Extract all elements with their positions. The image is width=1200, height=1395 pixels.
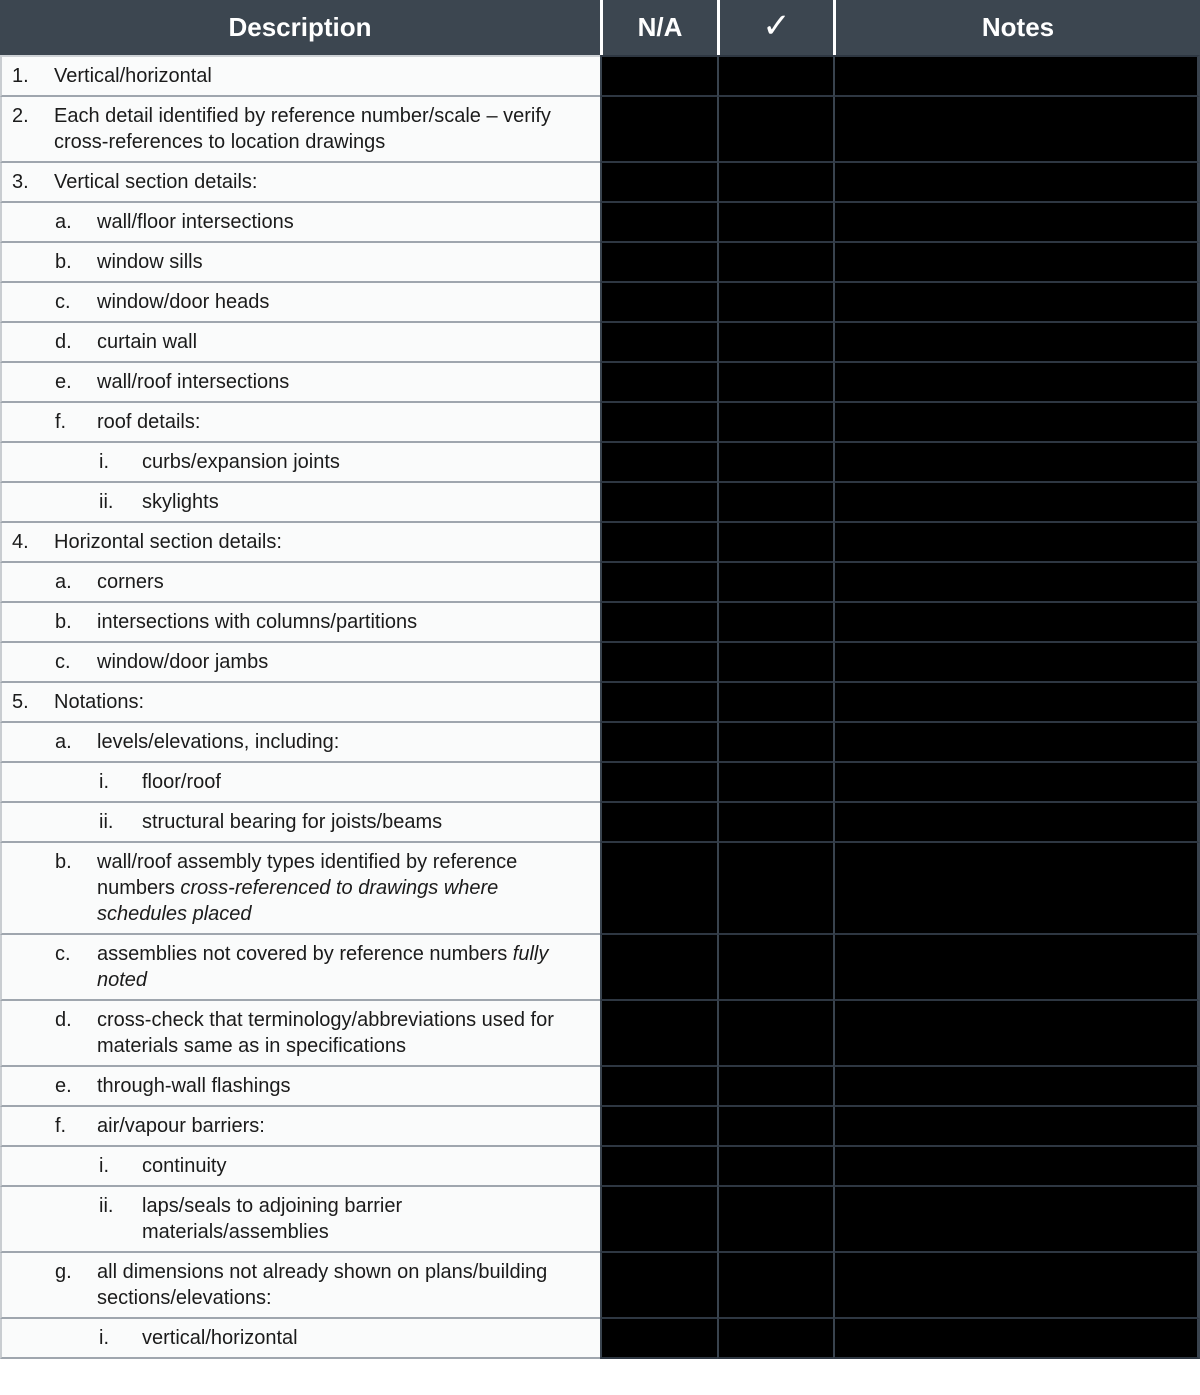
table-row bbox=[0, 803, 1200, 843]
description-cell bbox=[0, 163, 600, 203]
na-cell[interactable] bbox=[600, 523, 717, 563]
item-marker: f. bbox=[55, 411, 67, 433]
item-text: structural bearing for joists/beams bbox=[142, 811, 443, 833]
description-cell bbox=[0, 683, 600, 723]
item-text: Vertical/horizontal bbox=[54, 65, 212, 87]
check-cell[interactable] bbox=[717, 1319, 833, 1359]
description-cell bbox=[0, 203, 600, 243]
item-text: assemblies not covered by reference numbers fully noted bbox=[97, 943, 549, 991]
description-cell bbox=[0, 323, 600, 363]
notes-cell[interactable] bbox=[833, 603, 1200, 643]
na-cell[interactable] bbox=[600, 723, 717, 763]
check-cell[interactable] bbox=[717, 163, 833, 203]
table-row bbox=[0, 283, 1200, 323]
notes-cell[interactable] bbox=[833, 363, 1200, 403]
check-cell[interactable] bbox=[717, 243, 833, 283]
check-cell[interactable] bbox=[717, 1187, 833, 1253]
table-row bbox=[0, 683, 1200, 723]
item-text: continuity bbox=[142, 1155, 227, 1177]
item-marker: g. bbox=[55, 1261, 72, 1283]
item-marker: i. bbox=[99, 1155, 109, 1177]
na-cell[interactable] bbox=[600, 97, 717, 163]
description-cell bbox=[0, 363, 600, 403]
item-text: window/door jambs bbox=[97, 651, 269, 673]
na-cell[interactable] bbox=[600, 1319, 717, 1359]
check-cell[interactable] bbox=[717, 683, 833, 723]
notes-cell[interactable] bbox=[833, 763, 1200, 803]
description-cell bbox=[0, 843, 600, 935]
check-cell[interactable] bbox=[717, 843, 833, 935]
check-cell[interactable] bbox=[717, 523, 833, 563]
na-cell[interactable] bbox=[600, 1253, 717, 1319]
na-cell[interactable] bbox=[600, 563, 717, 603]
na-cell[interactable] bbox=[600, 1147, 717, 1187]
description-cell bbox=[0, 523, 600, 563]
table-row bbox=[0, 403, 1200, 443]
item-text: cross-check that terminology/abbreviations used for materials same as in specifications bbox=[97, 1009, 554, 1057]
description-cell bbox=[0, 1319, 600, 1359]
item-marker: d. bbox=[55, 331, 72, 353]
item-marker: a. bbox=[55, 571, 72, 593]
description-cell bbox=[0, 55, 600, 97]
item-marker: a. bbox=[55, 211, 72, 233]
na-cell[interactable] bbox=[600, 443, 717, 483]
check-cell[interactable] bbox=[717, 1001, 833, 1067]
item-marker: i. bbox=[99, 451, 109, 473]
item-marker: 5. bbox=[12, 691, 29, 713]
column-header-check checkmark-icon: ✓ bbox=[717, 0, 833, 55]
description-cell bbox=[0, 243, 600, 283]
description-cell bbox=[0, 763, 600, 803]
table-row bbox=[0, 443, 1200, 483]
table-row bbox=[0, 55, 1200, 97]
item-text: laps/seals to adjoining barrier materials/assemblies bbox=[142, 1195, 403, 1243]
table-row bbox=[0, 203, 1200, 243]
description-cell bbox=[0, 1067, 600, 1107]
item-text: wall/roof intersections bbox=[97, 371, 290, 393]
item-text: floor/roof bbox=[142, 771, 221, 793]
check-cell[interactable] bbox=[717, 363, 833, 403]
notes-cell[interactable] bbox=[833, 523, 1200, 563]
description-cell bbox=[0, 935, 600, 1001]
description-cell bbox=[0, 403, 600, 443]
notes-cell[interactable] bbox=[833, 723, 1200, 763]
description-cell bbox=[0, 803, 600, 843]
table-row bbox=[0, 1187, 1200, 1253]
na-cell[interactable] bbox=[600, 1001, 717, 1067]
item-marker: c. bbox=[55, 943, 71, 965]
table-row bbox=[0, 243, 1200, 283]
na-cell[interactable] bbox=[600, 603, 717, 643]
notes-cell[interactable] bbox=[833, 1107, 1200, 1147]
description-cell bbox=[0, 1001, 600, 1067]
table-row bbox=[0, 523, 1200, 563]
check-cell[interactable] bbox=[717, 603, 833, 643]
check-cell[interactable] bbox=[717, 1067, 833, 1107]
item-marker: d. bbox=[55, 1009, 72, 1031]
notes-cell[interactable] bbox=[833, 683, 1200, 723]
table-row bbox=[0, 363, 1200, 403]
description-cell bbox=[0, 97, 600, 163]
na-cell[interactable] bbox=[600, 1067, 717, 1107]
notes-cell[interactable] bbox=[833, 935, 1200, 1001]
item-text: all dimensions not already shown on plans/building sections/elevations: bbox=[97, 1261, 548, 1309]
item-text: air/vapour barriers: bbox=[97, 1115, 265, 1137]
na-cell[interactable] bbox=[600, 363, 717, 403]
notes-cell[interactable] bbox=[833, 563, 1200, 603]
table-row bbox=[0, 723, 1200, 763]
item-text: Horizontal section details: bbox=[54, 531, 282, 553]
notes-cell[interactable] bbox=[833, 1147, 1200, 1187]
na-cell[interactable] bbox=[600, 203, 717, 243]
notes-cell[interactable] bbox=[833, 1067, 1200, 1107]
na-cell[interactable] bbox=[600, 763, 717, 803]
check-cell[interactable] bbox=[717, 97, 833, 163]
notes-cell[interactable] bbox=[833, 1319, 1200, 1359]
check-cell[interactable] bbox=[717, 723, 833, 763]
check-cell[interactable] bbox=[717, 1253, 833, 1319]
table-header bbox=[0, 0, 1200, 55]
item-marker: 1. bbox=[12, 65, 29, 87]
na-cell[interactable] bbox=[600, 243, 717, 283]
notes-cell[interactable] bbox=[833, 1253, 1200, 1319]
na-cell[interactable] bbox=[600, 403, 717, 443]
notes-cell[interactable] bbox=[833, 243, 1200, 283]
na-cell[interactable] bbox=[600, 935, 717, 1001]
table-row bbox=[0, 163, 1200, 203]
notes-cell[interactable] bbox=[833, 843, 1200, 935]
item-marker: i. bbox=[99, 1327, 109, 1349]
item-marker: i. bbox=[99, 771, 109, 793]
item-text: curtain wall bbox=[97, 331, 198, 353]
item-text: window/door heads bbox=[97, 291, 270, 313]
description-cell bbox=[0, 1253, 600, 1319]
description-cell bbox=[0, 643, 600, 683]
item-marker: f. bbox=[55, 1115, 67, 1137]
table-row bbox=[0, 1147, 1200, 1187]
description-cell bbox=[0, 1107, 600, 1147]
table-row bbox=[0, 935, 1200, 1001]
check-cell[interactable] bbox=[717, 403, 833, 443]
description-cell bbox=[0, 563, 600, 603]
item-text: Each detail identified by reference number/scale – verify cross-references to location drawings bbox=[54, 105, 551, 153]
item-text: window sills bbox=[97, 251, 203, 273]
check-cell[interactable] bbox=[717, 1107, 833, 1147]
notes-cell[interactable] bbox=[833, 643, 1200, 683]
check-cell[interactable] bbox=[717, 643, 833, 683]
item-marker: 2. bbox=[12, 105, 29, 127]
item-marker: 4. bbox=[12, 531, 29, 553]
table-row bbox=[0, 563, 1200, 603]
item-text: intersections with columns/partitions bbox=[97, 611, 418, 633]
na-cell[interactable] bbox=[600, 803, 717, 843]
check-cell[interactable] bbox=[717, 323, 833, 363]
item-marker: a. bbox=[55, 731, 72, 753]
table-row bbox=[0, 323, 1200, 363]
item-text: Vertical section details: bbox=[54, 171, 258, 193]
table-row bbox=[0, 1253, 1200, 1319]
na-cell[interactable] bbox=[600, 483, 717, 523]
item-text: skylights bbox=[142, 491, 219, 513]
item-text: vertical/horizontal bbox=[142, 1327, 298, 1349]
item-marker: e. bbox=[55, 371, 72, 393]
item-marker: e. bbox=[55, 1075, 72, 1097]
description-cell bbox=[0, 1147, 600, 1187]
na-cell[interactable] bbox=[600, 1107, 717, 1147]
check-cell[interactable] bbox=[717, 763, 833, 803]
na-cell[interactable] bbox=[600, 163, 717, 203]
description-cell bbox=[0, 603, 600, 643]
item-marker: b. bbox=[55, 251, 72, 273]
notes-cell[interactable] bbox=[833, 803, 1200, 843]
table-row bbox=[0, 843, 1200, 935]
description-cell bbox=[0, 723, 600, 763]
table-row bbox=[0, 97, 1200, 163]
notes-cell[interactable] bbox=[833, 1001, 1200, 1067]
description-cell bbox=[0, 1187, 600, 1253]
description-cell bbox=[0, 283, 600, 323]
column-header-notes: Notes bbox=[833, 0, 1200, 55]
check-cell[interactable] bbox=[717, 483, 833, 523]
item-text: corners bbox=[97, 571, 164, 593]
item-marker: 3. bbox=[12, 171, 29, 193]
notes-cell[interactable] bbox=[833, 97, 1200, 163]
item-text: levels/elevations, including: bbox=[97, 731, 340, 753]
table-row bbox=[0, 603, 1200, 643]
notes-cell[interactable] bbox=[833, 323, 1200, 363]
check-cell[interactable] bbox=[717, 443, 833, 483]
check-cell[interactable] bbox=[717, 283, 833, 323]
notes-cell[interactable] bbox=[833, 283, 1200, 323]
check-cell[interactable] bbox=[717, 563, 833, 603]
item-marker: b. bbox=[55, 611, 72, 633]
table-row bbox=[0, 643, 1200, 683]
item-marker: b. bbox=[55, 851, 72, 873]
column-header-description: Description bbox=[0, 0, 600, 55]
item-marker: c. bbox=[55, 291, 71, 313]
table-row bbox=[0, 483, 1200, 523]
notes-cell[interactable] bbox=[833, 163, 1200, 203]
table-row bbox=[0, 763, 1200, 803]
item-text: Notations: bbox=[54, 691, 145, 713]
check-cell[interactable] bbox=[717, 803, 833, 843]
table-row bbox=[0, 1067, 1200, 1107]
item-text: roof details: bbox=[97, 411, 201, 433]
item-text: wall/floor intersections bbox=[97, 211, 294, 233]
notes-cell[interactable] bbox=[833, 55, 1200, 97]
notes-cell[interactable] bbox=[833, 403, 1200, 443]
na-cell[interactable] bbox=[600, 283, 717, 323]
na-cell[interactable] bbox=[600, 323, 717, 363]
check-cell[interactable] bbox=[717, 935, 833, 1001]
notes-cell[interactable] bbox=[833, 203, 1200, 243]
table-row bbox=[0, 1107, 1200, 1147]
description-cell bbox=[0, 443, 600, 483]
column-header-na: N/A bbox=[600, 0, 717, 55]
na-cell[interactable] bbox=[600, 643, 717, 683]
na-cell[interactable] bbox=[600, 843, 717, 935]
item-marker: ii. bbox=[99, 1195, 114, 1217]
na-cell[interactable] bbox=[600, 55, 717, 97]
na-cell[interactable] bbox=[600, 1187, 717, 1253]
item-text: wall/roof assembly types identified by reference numbers cross-referenced to drawings where schedules placed bbox=[97, 851, 518, 925]
check-cell[interactable] bbox=[717, 55, 833, 97]
table-body bbox=[0, 55, 1200, 1359]
notes-cell[interactable] bbox=[833, 1187, 1200, 1253]
item-marker: ii. bbox=[99, 811, 114, 833]
na-cell[interactable] bbox=[600, 683, 717, 723]
notes-cell[interactable] bbox=[833, 483, 1200, 523]
item-marker: c. bbox=[55, 651, 71, 673]
item-text: curbs/expansion joints bbox=[142, 451, 340, 473]
check-cell[interactable] bbox=[717, 1147, 833, 1187]
notes-cell[interactable] bbox=[833, 443, 1200, 483]
description-cell bbox=[0, 483, 600, 523]
item-marker: ii. bbox=[99, 491, 114, 513]
check-cell[interactable] bbox=[717, 203, 833, 243]
table-row bbox=[0, 1319, 1200, 1359]
item-text: through-wall flashings bbox=[97, 1075, 291, 1097]
table-row bbox=[0, 1001, 1200, 1067]
